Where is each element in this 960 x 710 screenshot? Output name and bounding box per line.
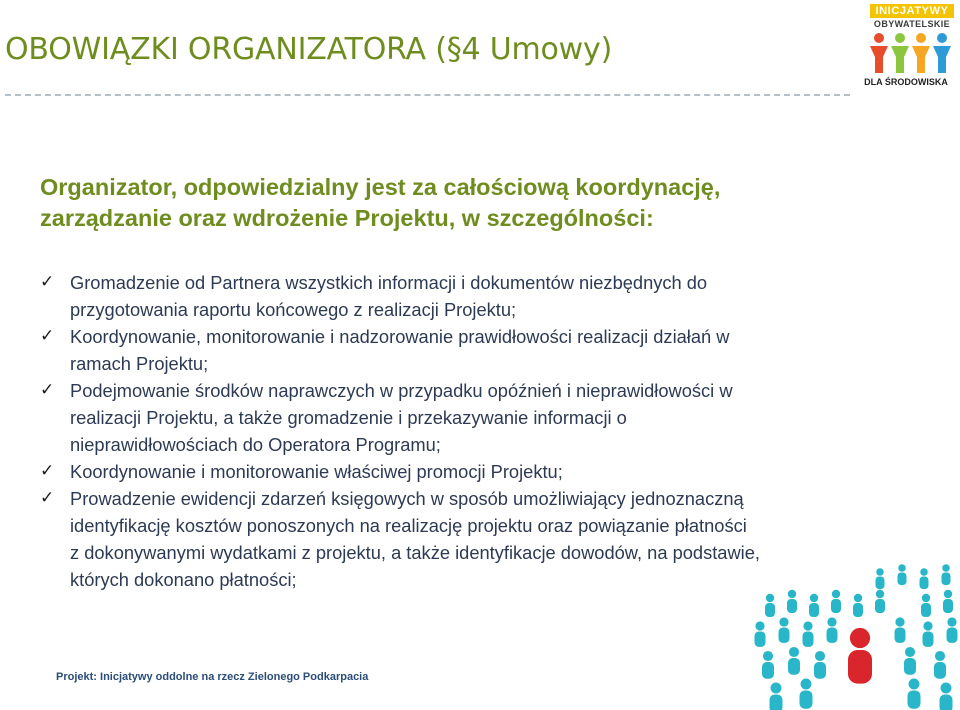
logo-person-icon	[870, 33, 888, 73]
intro-heading-line: zarządzanie oraz wdrożenie Projektu, w szczególności:	[40, 205, 654, 231]
crowd-person-icon	[827, 617, 838, 643]
intro-heading	[40, 172, 860, 234]
logo-people-icon	[868, 31, 954, 75]
crowd-person-icon	[942, 564, 951, 585]
crowd-person-icon	[765, 594, 775, 617]
duty-item	[40, 323, 920, 377]
duty-item	[40, 458, 920, 485]
duty-item-line: przygotowania raportu końcowego z realizacji Projektu;	[70, 299, 517, 320]
crowd-person-icon	[876, 568, 885, 589]
checkmark-icon: ✓	[40, 326, 55, 346]
duty-item	[40, 377, 920, 458]
crowd-person-icon	[908, 679, 921, 709]
duty-item-line: realizacji Projektu, a także gromadzenie i przekazywanie informacji o	[70, 407, 627, 428]
logo-person-icon	[933, 33, 951, 73]
crowd-person-icon	[762, 651, 774, 679]
checkmark-icon: ✓	[40, 380, 55, 400]
organization-logo	[858, 4, 954, 90]
team-leader-illustration	[750, 560, 960, 710]
logo-text-obywatelskie: OBYWATELSKIE	[873, 19, 951, 29]
checkmark-icon: ✓	[40, 461, 55, 481]
checkmark-icon: ✓	[40, 272, 55, 292]
duty-item-line: identyfikację kosztów ponoszonych na realizację projektu oraz powiązanie płatności	[70, 515, 747, 536]
crowd-person-icon	[947, 617, 958, 643]
leader-person-icon	[848, 628, 872, 684]
duty-item-line: ramach Projektu;	[70, 353, 209, 374]
duty-item	[40, 269, 920, 323]
crowd-person-icon	[831, 590, 841, 613]
logo-text-inicjatywy: INICJATYWY	[870, 4, 954, 18]
title-divider	[5, 94, 850, 96]
crowd-person-icon	[787, 590, 797, 613]
crowd-person-icon	[943, 590, 953, 613]
duty-item-line: z dokonywanymi wydatkami z projektu, a także identyfikacje dowodów, na podstawie,	[70, 542, 760, 563]
crowd-person-icon	[755, 621, 766, 647]
crowd-person-icon	[921, 594, 931, 617]
duty-item-line: Prowadzenie ewidencji zdarzeń księgowych w sposób umożliwiający jednoznaczną	[70, 488, 744, 509]
crowd-person-icon	[853, 594, 863, 617]
intro-heading-line: Organizator, odpowiedzialny jest za całościową koordynację,	[40, 174, 721, 200]
duty-item-line: nieprawidłowościach do Operatora Programu;	[70, 434, 441, 455]
crowd-person-icon	[940, 683, 953, 710]
crowd-person-icon	[898, 564, 907, 585]
crowd-person-icon	[770, 683, 783, 710]
logo-person-icon	[912, 33, 930, 73]
crowd-person-icon	[800, 679, 813, 709]
logo-person-icon	[891, 33, 909, 73]
crowd-person-icon	[875, 590, 885, 613]
duty-item-line: Koordynowanie i monitorowanie właściwej promocji Projektu;	[70, 461, 563, 482]
crowd-person-icon	[920, 568, 929, 589]
slide-title: OBOWIĄZKI ORGANIZATORA (§4 Umowy)	[5, 32, 613, 67]
footer-project-name: Projekt: Inicjatywy oddolne na rzecz Zielonego Podkarpacia	[56, 671, 369, 683]
crowd-person-icon	[923, 621, 934, 647]
crowd-person-icon	[788, 647, 800, 675]
duty-item-line: Podejmowanie środków naprawczych w przypadku opóźnień i nieprawidłowości w	[70, 380, 733, 401]
crowd-person-icon	[779, 617, 790, 643]
checkmark-icon: ✓	[40, 488, 55, 508]
logo-text-dla-srodowiska: DLA ŚRODOWISKA	[864, 77, 948, 87]
duty-item-line: Koordynowanie, monitorowanie i nadzorowanie prawidłowości realizacji działań w	[70, 326, 730, 347]
duty-item-line: Gromadzenie od Partnera wszystkich informacji i dokumentów niezbędnych do	[70, 272, 708, 293]
crowd-person-icon	[809, 594, 819, 617]
crowd-person-icon	[934, 651, 946, 679]
duty-item-line: których dokonano płatności;	[70, 569, 297, 590]
duties-list	[40, 269, 920, 593]
crowd-person-icon	[803, 621, 814, 647]
crowd-person-icon	[895, 617, 906, 643]
crowd-person-icon	[904, 647, 916, 675]
crowd-person-icon	[814, 651, 826, 679]
